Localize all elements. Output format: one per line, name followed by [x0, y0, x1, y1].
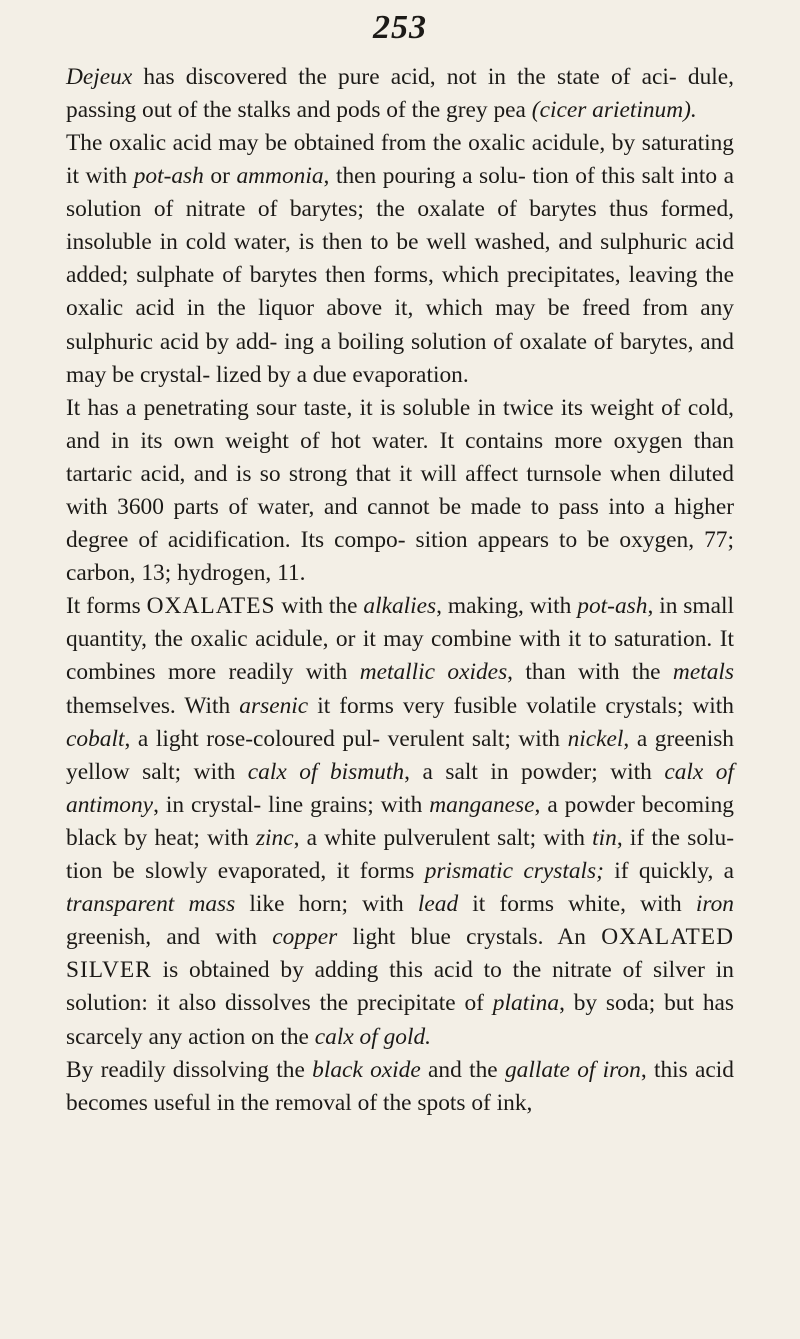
italic-run: platina [492, 990, 560, 1017]
paragraph [66, 1054, 734, 1120]
text-run: it forms very fusible volatile crystals; with [308, 692, 734, 719]
italic-run: metals [672, 659, 734, 686]
paragraph [66, 61, 734, 127]
text-run: , a light rose-coloured pul- verulent salt; with [124, 725, 568, 752]
italic-run: calx of antimony [66, 758, 734, 818]
text-run: it forms white, with [458, 891, 696, 918]
italic-run: tin [592, 824, 617, 851]
italic-run: copper [272, 924, 338, 951]
text-run: is obtained by adding this acid to the nitrate of silver in solution: it also dissolves the precipitate of [66, 957, 734, 1017]
text-run: , if the solu- tion be slowly evaporated, it forms [66, 824, 734, 885]
italic-run: lead [417, 891, 459, 918]
text-run: themselves. With [66, 692, 240, 719]
text-run: By readily dissolving the [66, 1056, 313, 1083]
italic-run: pot-ash [577, 593, 648, 620]
italic-run: gallate of iron [504, 1056, 641, 1083]
text-run: It has a penetrating sour taste, it is soluble in twice its weight of cold, and in its own weight of hot water. It contains more oxygen than tartaric acid, and is so strong that it will affect turnsole when diluted with 3600 parts of water, and cannot be made to pass into a higher degree of acidification. Its compo- sition appears to be oxygen, 77; carbon, 13; hydrogen, 11. [66, 394, 734, 587]
text-run: , than with the [507, 659, 673, 686]
italic-run: transparent mass [66, 891, 236, 918]
text-run: , a powder becoming black by heat; with [66, 791, 734, 851]
italic-run: (cicer arietinum). [531, 96, 697, 123]
text-run: like horn; with [235, 891, 418, 918]
text-run: , then pouring a solu- tion of this salt into a solution of nitrate of barytes; the oxalate of barytes thus formed, insoluble in cold water, is then to be well washed, and sulphuric acid added; sulphate of barytes then forms, which precipitates, leaving the oxalic acid in the liquor above it, which may be freed from any sulphuric acid by add- ing a boiling solution of oxalate of barytes, and may be crystal- lized by a due evaporation. [66, 163, 734, 388]
italic-run: arsenic [239, 692, 309, 719]
italic-run: ammonia [236, 163, 324, 190]
text-run: and the [420, 1056, 505, 1083]
body-text [66, 61, 734, 1120]
italic-run: nickel [567, 725, 624, 752]
italic-run: iron [695, 891, 734, 918]
text-run: , in small quantity, the oxalic acidule, or it may combine with it to saturation. It combines more readily with [66, 593, 734, 686]
italic-run: prismatic crystals; [424, 858, 604, 885]
italic-run: pot-ash [133, 163, 204, 190]
italic-run: alkalies [363, 593, 437, 620]
italic-run: black oxide [312, 1056, 421, 1083]
paragraph [66, 590, 734, 1053]
small-caps-run: OXALATED SILVER [66, 924, 734, 984]
italic-run: manganese [429, 791, 535, 818]
text-run: has discovered the pure acid, not in the state of aci- dule, passing out of the stalks and pods of the grey pea [66, 63, 734, 123]
small-caps-run: OXALATES [146, 593, 276, 620]
page-number: 253 [373, 9, 427, 46]
text-run: if quickly, a [603, 858, 734, 885]
text-run: , making, with [436, 593, 578, 620]
text-run: , this acid becomes useful in the removal of the spots of ink, [66, 1056, 734, 1116]
italic-run: Dejeux [66, 63, 133, 90]
text-run: or [203, 163, 237, 190]
text-run: , in crystal- line grains; with [153, 791, 430, 818]
italic-run: metallic oxides [359, 659, 508, 686]
italic-run: calx of bismuth [247, 758, 405, 785]
text-run: , a salt in powder; with [404, 758, 665, 785]
italic-run: calx of gold. [314, 1023, 432, 1050]
paragraph [66, 392, 734, 591]
text-run: light blue crystals. An [337, 924, 602, 951]
text-run: The oxalic acid may be obtained from the oxalic acidule, by saturating it with [66, 129, 734, 190]
italic-run: zinc [255, 824, 294, 851]
text-run: , a greenish yellow salt; with [66, 725, 734, 785]
paragraph [66, 127, 734, 392]
text-run: , by soda; but has scarcely any action on the [66, 990, 734, 1050]
text-run: , a white pulverulent salt; with [293, 824, 593, 851]
text-run: It forms [66, 593, 147, 620]
text-run: greenish, and with [66, 924, 273, 951]
text-run: with the [275, 593, 364, 620]
italic-run: cobalt [66, 725, 125, 752]
